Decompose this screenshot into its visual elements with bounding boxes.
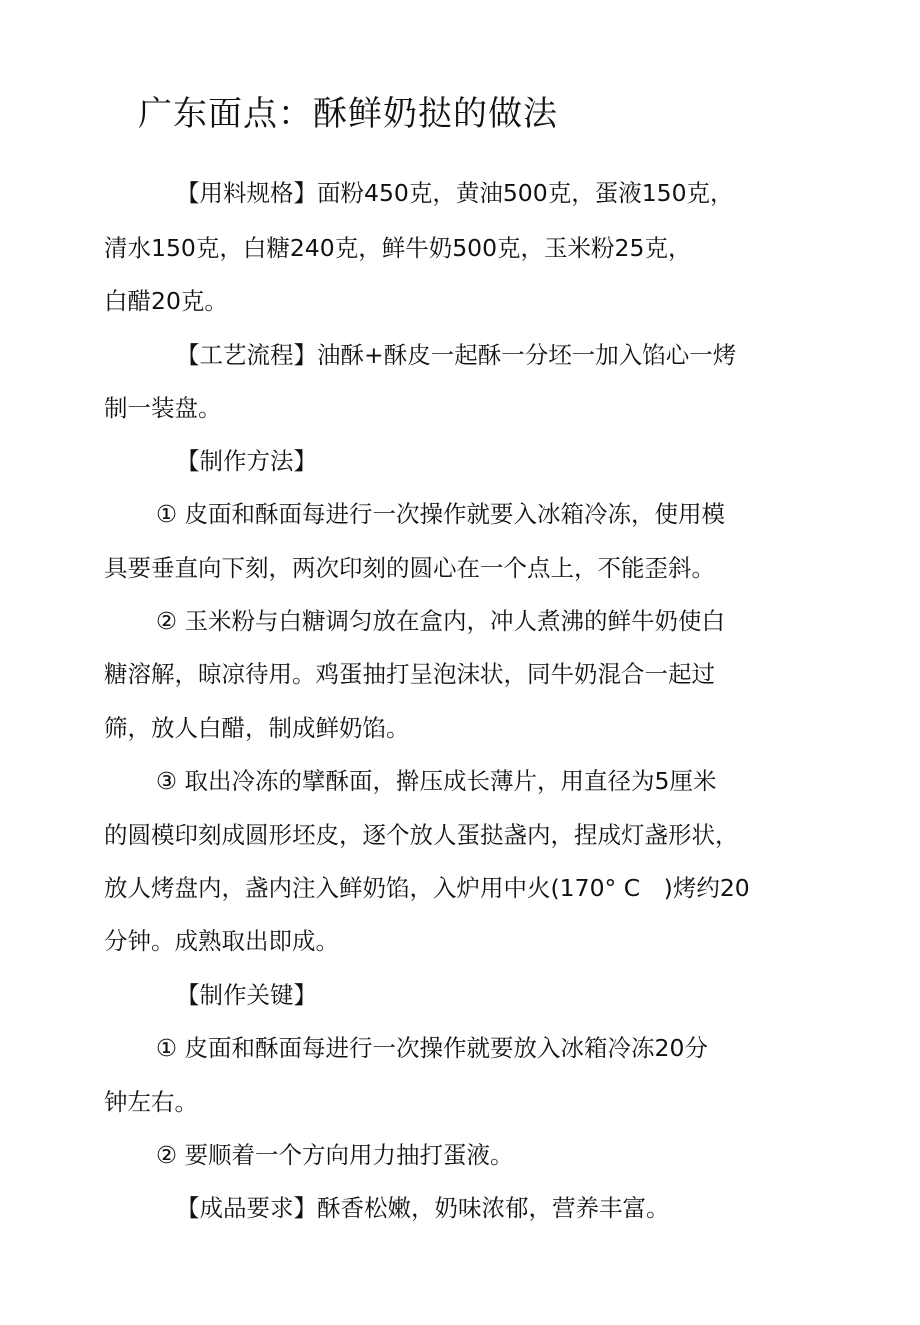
method-step-2-line-3: 筛，放人白醋，制成鲜奶馅。	[104, 714, 410, 742]
key-points-heading: 【制作关键】	[176, 981, 317, 1009]
method-step-3-line-2: 的圆模印刻成圆形坯皮，逐个放人蛋挞盏内，捏成灯盏形状，	[104, 821, 739, 849]
key-point-2: ② 要顺着一个方向用力抽打蛋液。	[156, 1141, 514, 1169]
method-step-3-line-1: ③ 取出冷冻的擘酥面，擀压成长薄片，用直径为5厘米	[156, 767, 717, 795]
method-step-1-line-1: ① 皮面和酥面每进行一次操作就要入冰箱冷冻，使用模	[156, 500, 726, 528]
method-step-2-line-2: 糖溶解，晾凉待用。鸡蛋抽打呈泡沫状，同牛奶混合一起过	[104, 660, 715, 688]
method-step-3-line-3: 放人烤盘内，盏内注入鲜奶馅，入炉用中火(170° C )烤约20	[104, 874, 750, 902]
ingredients-line-3: 白醋20克。	[104, 287, 228, 315]
product-requirements: 【成品要求】酥香松嫩，奶味浓郁，营养丰富。	[176, 1194, 670, 1222]
key-point-1-line-2: 钟左右。	[104, 1088, 198, 1116]
method-step-3-line-4: 分钟。成熟取出即成。	[104, 927, 339, 955]
method-step-2-line-1: ② 玉米粉与白糖调匀放在盒内，冲人煮沸的鲜牛奶使白	[156, 607, 726, 635]
ingredients-line-1: 【用料规格】面粉450克，黄油500克，蛋液150克，	[176, 179, 734, 207]
process-line-1: 【工艺流程】油酥+酥皮一起酥一分坯一加入馅心一烤	[176, 341, 737, 369]
method-step-1-line-2: 具要垂直向下刻，两次印刻的圆心在一个点上，不能歪斜。	[104, 554, 715, 582]
key-point-1-line-1: ① 皮面和酥面每进行一次操作就要放入冰箱冷冻20分	[156, 1034, 708, 1062]
process-line-2: 制一装盘。	[104, 394, 222, 422]
method-heading: 【制作方法】	[176, 447, 317, 475]
ingredients-line-2: 清水150克，白糖240克，鲜牛奶500克，玉米粉25克，	[104, 234, 692, 262]
page-title: 广东面点：酥鲜奶挞的做法	[138, 94, 558, 134]
